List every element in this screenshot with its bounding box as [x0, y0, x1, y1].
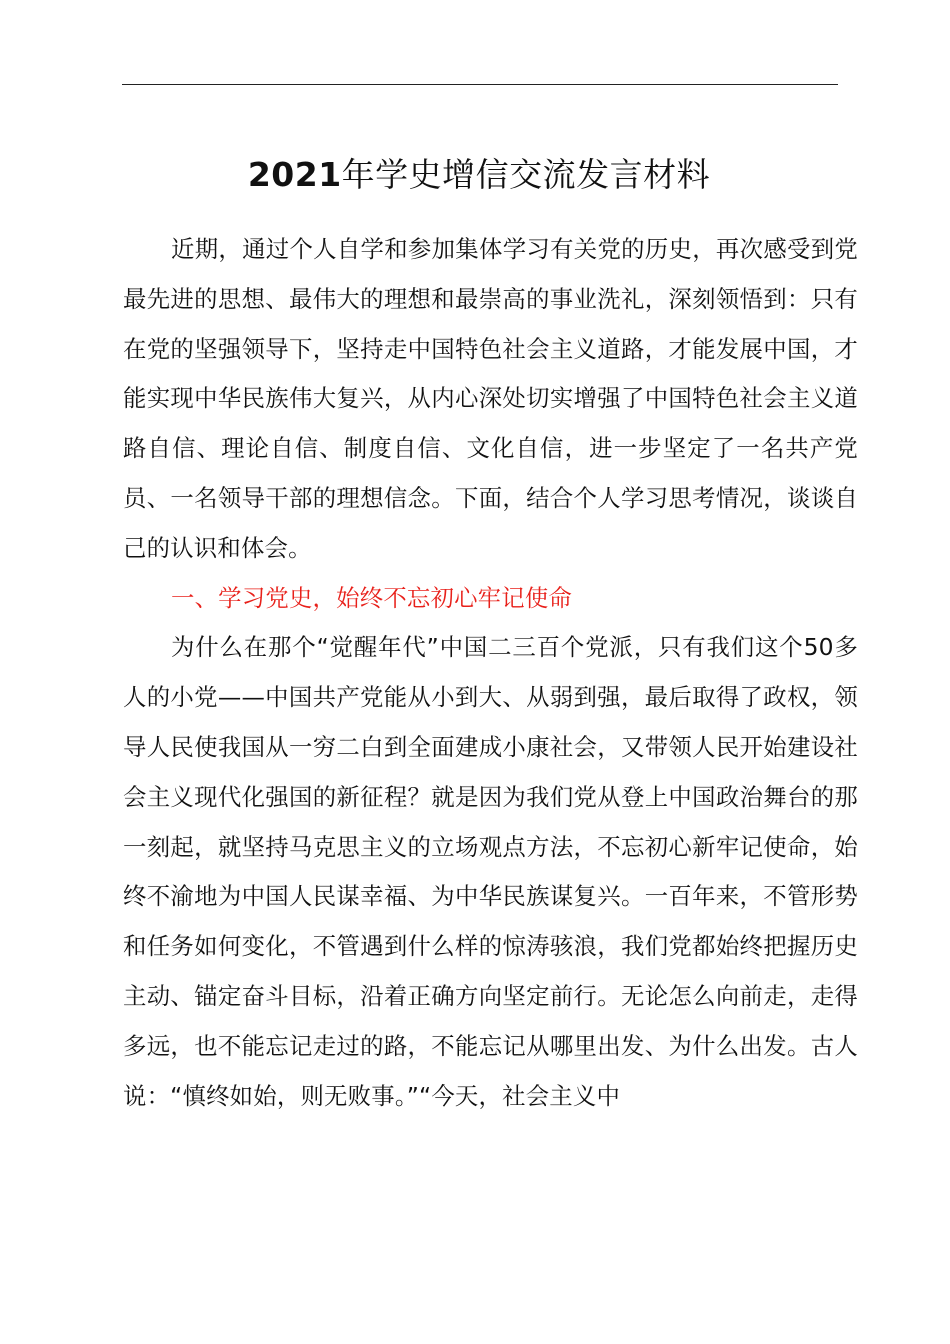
section-heading: 一、学习党史，始终不忘初心牢记使命: [171, 583, 573, 612]
section-paragraph: 为什么在那个“觉醒年代”中国二三百个党派，只有我们这个50多人的小党——中国共产党能从小到大、从弱到强，最后取得了政权，领导人民使我国从一穷二白到全面建成小康社会，又带领人民开始建设社会主义现代化强国的新征程？就是因为我们党从登上中国政治舞台的那一刻起，就坚持马克思主义的立场观点方法，不忘初心新牢记使命，始终不渝地为中国人民谋幸福、为中华民族谋复兴。一百年来，不管形势和任务如何变化，不管遇到什么样的惊涛骇浪，我们党都始终把握历史主动、锚定奋斗目标，沿着正确方向坚定前行。无论怎么向前走，走得多远，也不能忘记走过的路，不能忘记从哪里出发、为什么出发。古人说：“慎终如始，则无败事。”“今天，社会主义中: [123, 633, 858, 1110]
title-text: 年学史增信交流发言材料: [341, 155, 711, 194]
title-year: 2021: [247, 155, 342, 194]
document-body: [123, 225, 858, 1121]
header-rule: [122, 84, 838, 85]
intro-paragraph: 近期，通过个人自学和参加集体学习有关党的历史，再次感受到党最先进的思想、最伟大的理想和最崇高的事业洗礼，深刻领悟到：只有在党的坚强领导下，坚持走中国特色社会主义道路，才能发展中国，才能实现中华民族伟大复兴，从内心深处切实增强了中国特色社会主义道路自信、理论自信、制度自信、文化自信，进一步坚定了一名共产党员、一名领导干部的理想信念。下面，结合个人学习思考情况，谈谈自己的认识和体会。: [123, 235, 858, 562]
document-title: [0, 150, 950, 200]
